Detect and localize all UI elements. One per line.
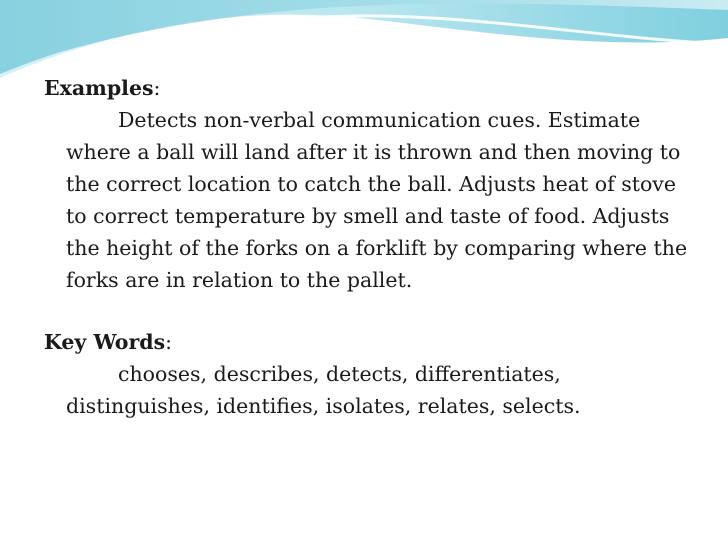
section-spacer — [44, 296, 694, 326]
key-words-heading-label: Key Words — [44, 330, 166, 354]
key-words-paragraph: chooses, describes, detects, differentiates, distinguishes, identifies, isolates, relates, selects. — [66, 362, 581, 418]
key-words-heading — [44, 326, 694, 358]
slide-content — [44, 72, 694, 422]
examples-paragraph: Detects non-verbal communication cues. Estimate where a ball will land after it is thrown and then moving to the correct location to catch the ball. Adjusts heat of stove to correct temperature by smell and taste of food. Adjusts the height of the forks on a forklift by comparing where the forks are in relation to the pallet. — [66, 108, 688, 292]
key-words-heading-colon: : — [165, 330, 173, 354]
examples-heading-label: Examples — [44, 76, 154, 100]
examples-heading — [44, 72, 694, 104]
examples-heading-colon: : — [153, 76, 161, 100]
